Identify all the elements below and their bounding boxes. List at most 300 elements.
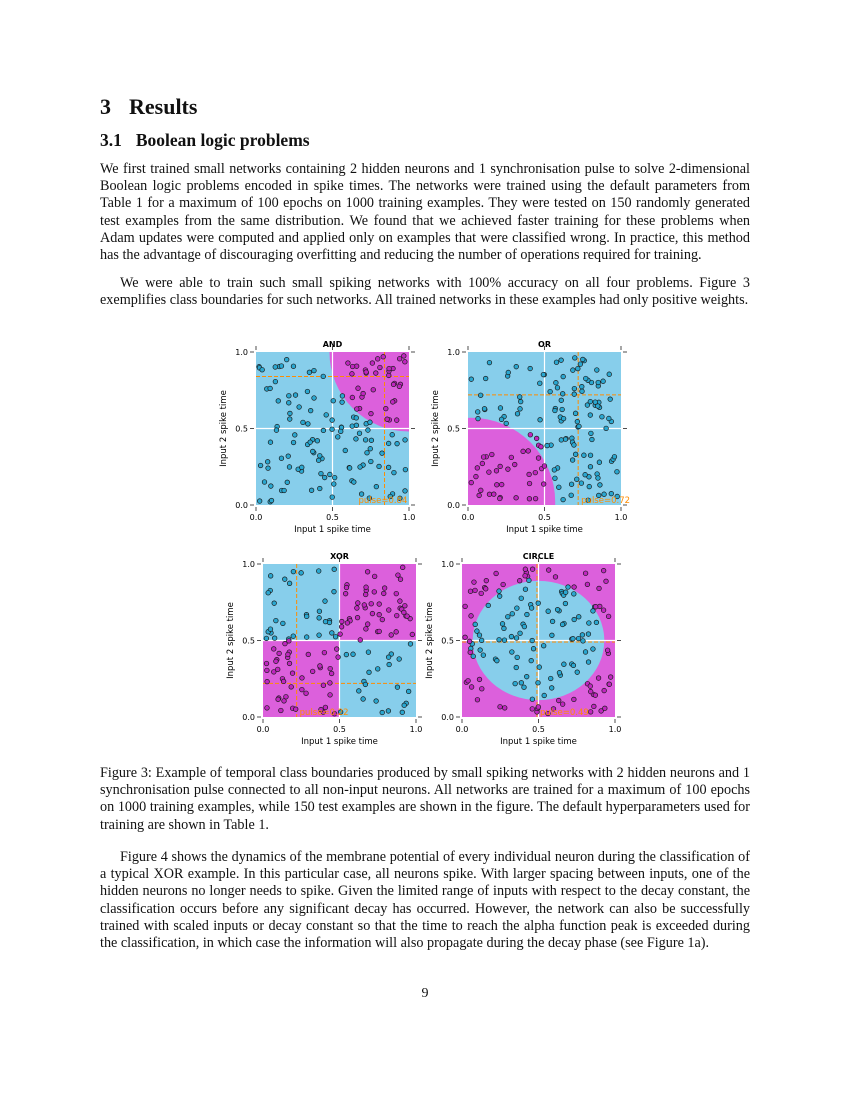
- data-point: [394, 418, 399, 423]
- data-point: [285, 480, 290, 485]
- data-point: [355, 606, 360, 611]
- data-point: [398, 599, 403, 604]
- data-point: [370, 361, 375, 366]
- data-point: [321, 374, 326, 379]
- data-point: [572, 392, 577, 397]
- data-point: [523, 587, 528, 592]
- data-point: [500, 622, 505, 627]
- data-point: [369, 411, 374, 416]
- data-point: [559, 438, 564, 443]
- data-point: [549, 686, 554, 691]
- data-point: [403, 467, 408, 472]
- data-point: [292, 433, 297, 438]
- data-point: [576, 614, 581, 619]
- data-point: [377, 629, 382, 634]
- data-point: [403, 438, 408, 443]
- data-point: [339, 619, 344, 624]
- data-point: [273, 365, 278, 370]
- data-point: [572, 697, 577, 702]
- data-point: [550, 619, 555, 624]
- data-point: [483, 587, 488, 592]
- data-point: [525, 612, 530, 617]
- pulse-label: pulse=0.84: [358, 496, 408, 506]
- data-point: [491, 492, 496, 497]
- data-point: [536, 601, 541, 606]
- data-point: [364, 627, 369, 632]
- data-point: [272, 636, 277, 641]
- data-point: [497, 589, 502, 594]
- data-point: [287, 393, 292, 398]
- x-axis-label: Input 1 spike time: [294, 525, 371, 535]
- data-point: [515, 411, 520, 416]
- data-point: [350, 395, 355, 400]
- data-point: [386, 373, 391, 378]
- data-point: [597, 586, 602, 591]
- data-point: [515, 655, 520, 660]
- data-point: [382, 586, 387, 591]
- data-point: [403, 359, 408, 364]
- data-point: [518, 407, 523, 412]
- data-point: [530, 697, 535, 702]
- data-point: [574, 477, 579, 482]
- data-point: [499, 482, 504, 487]
- data-point: [284, 357, 289, 362]
- data-point: [612, 454, 617, 459]
- data-point: [473, 588, 478, 593]
- data-point: [469, 685, 474, 690]
- data-point: [361, 391, 366, 396]
- data-point: [596, 380, 601, 385]
- data-point: [317, 453, 322, 458]
- data-point: [469, 480, 474, 485]
- data-point: [291, 634, 296, 639]
- data-point: [365, 622, 370, 627]
- data-point: [513, 681, 518, 686]
- data-point: [358, 638, 363, 643]
- data-point: [290, 671, 295, 676]
- paragraph-intro: We first trained small networks containing 2 hidden neurons and 1 synchronisation pulse to solve 2-dimensional Boolean logic problems encoded in spike times. The networks were trained using the default parameters from Table 1 for a maximum of 100 epochs on 1000 training examples. They were tested on 150 randomly generated test examples from the same distribution. We found that we achieved faster training for these problems when Adam updates were computed and applied only on examples that were classified wrong. In practice, this method has the advantage of discouraging overfitting and reducing the number of operations required for training.: [100, 161, 750, 264]
- data-point: [494, 571, 499, 576]
- data-point: [328, 472, 333, 477]
- data-point: [400, 565, 405, 570]
- data-point: [374, 484, 379, 489]
- data-point: [469, 377, 474, 382]
- data-point: [330, 495, 335, 500]
- data-point: [389, 633, 394, 638]
- data-point: [538, 417, 543, 422]
- data-point: [481, 653, 486, 658]
- data-point: [265, 706, 270, 711]
- data-point: [350, 424, 355, 429]
- data-point: [304, 614, 309, 619]
- data-point: [308, 408, 313, 413]
- y-axis-label: Input 2 spike time: [226, 602, 236, 679]
- data-point: [604, 426, 609, 431]
- data-point: [319, 471, 324, 476]
- data-point: [366, 428, 371, 433]
- data-point: [588, 710, 593, 715]
- data-point: [608, 397, 613, 402]
- data-point: [308, 440, 313, 445]
- data-point: [367, 670, 372, 675]
- data-point: [357, 431, 362, 436]
- data-point: [324, 413, 329, 418]
- data-point: [317, 633, 322, 638]
- data-point: [279, 456, 284, 461]
- data-point: [573, 452, 578, 457]
- data-point: [509, 455, 514, 460]
- data-point: [530, 707, 535, 712]
- data-point: [262, 480, 267, 485]
- data-point: [593, 693, 598, 698]
- data-point: [305, 389, 310, 394]
- data-point: [405, 614, 410, 619]
- data-point: [502, 626, 507, 631]
- paragraph-results: We were able to train such small spiking networks with 100% accuracy on all four problems. Figure 3 exemplifies class boundaries for such networks. All trained networks in these examples had only positive weights.: [100, 275, 750, 309]
- data-point: [603, 706, 608, 711]
- data-point: [372, 574, 377, 579]
- data-point: [521, 449, 526, 454]
- data-point: [502, 706, 507, 711]
- subsection-number: 3.1: [100, 130, 122, 150]
- data-point: [571, 636, 576, 641]
- data-point: [490, 452, 495, 457]
- figure-3: [215, 336, 635, 750]
- data-point: [587, 621, 592, 626]
- data-point: [344, 652, 349, 657]
- data-point: [557, 485, 562, 490]
- data-point: [578, 362, 583, 367]
- data-point: [291, 440, 296, 445]
- data-point: [345, 621, 350, 626]
- data-point: [495, 658, 500, 663]
- data-point: [478, 648, 483, 653]
- data-point: [264, 661, 269, 666]
- figure-caption: Figure 3: Example of temporal class boundaries produced by small spiking networks with 2 hidden neurons and 1 synchronisation pulse connected to all non-input neurons. All networks are trained for a maximum of 100 epochs on 1000 training examples, while 150 test examples are shown in the figure. The default hyperparameters used for training are shown in Table 1.: [100, 765, 750, 833]
- y-tick-label: 0.5: [235, 424, 248, 434]
- data-point: [594, 620, 599, 625]
- data-point: [386, 465, 391, 470]
- data-point: [287, 661, 292, 666]
- data-point: [579, 481, 584, 486]
- data-point: [328, 693, 333, 698]
- data-point: [586, 632, 591, 637]
- data-point: [608, 675, 613, 680]
- data-point: [354, 423, 359, 428]
- figure-3-panels: [215, 336, 635, 750]
- data-point: [476, 416, 481, 421]
- data-point: [333, 634, 338, 639]
- data-point: [279, 364, 284, 369]
- data-point: [517, 395, 522, 400]
- data-point: [268, 574, 273, 579]
- chart-title: XOR: [330, 552, 349, 561]
- data-point: [518, 399, 523, 404]
- data-point: [328, 666, 333, 671]
- data-point: [384, 406, 389, 411]
- data-point: [315, 438, 320, 443]
- data-point: [552, 468, 557, 473]
- data-point: [572, 386, 577, 391]
- data-point: [473, 622, 478, 627]
- data-point: [321, 428, 326, 433]
- data-point: [394, 630, 399, 635]
- x-tick-label: 0.0: [455, 725, 469, 734]
- data-point: [312, 396, 317, 401]
- data-point: [533, 496, 538, 501]
- data-point: [365, 450, 370, 455]
- data-point: [601, 608, 606, 613]
- data-point: [475, 466, 480, 471]
- data-point: [368, 446, 373, 451]
- data-point: [297, 405, 302, 410]
- data-point: [563, 601, 568, 606]
- x-tick-label: 1.0: [608, 725, 622, 734]
- data-point: [304, 635, 309, 640]
- data-point: [394, 613, 399, 618]
- data-point: [563, 437, 568, 442]
- y-axis-label: Input 2 spike time: [431, 390, 441, 467]
- data-point: [573, 411, 578, 416]
- data-point: [588, 684, 593, 689]
- plot-area: [263, 564, 416, 717]
- data-point: [509, 634, 514, 639]
- data-point: [274, 618, 279, 623]
- plot-area: [462, 564, 615, 717]
- data-point: [467, 639, 472, 644]
- data-point: [576, 636, 581, 641]
- data-point: [317, 616, 322, 621]
- data-point: [350, 372, 355, 377]
- data-point: [530, 638, 535, 643]
- data-point: [596, 676, 601, 681]
- data-point: [266, 466, 271, 471]
- data-point: [374, 699, 379, 704]
- data-point: [498, 464, 503, 469]
- data-point: [569, 493, 574, 498]
- data-point: [477, 493, 482, 498]
- data-point: [588, 689, 593, 694]
- data-point: [519, 680, 524, 685]
- data-point: [321, 683, 326, 688]
- paragraph-dynamics: Figure 4 shows the dynamics of the membrane potential of every individual neuron during the classification of a typical XOR example. In this particular case, all neurons spike. With larger spacing between inputs, one of the hidden neurons no longer needs to spike. Given the limited range of inputs with respect to the decay constant, the classification occurs before any significant decay has occurred. However, the network can also be successfully trained with scaled inputs or decay constant so that the time to reach the alpha function peak is exceeded during the classification, in which case the information will also propagate during the decay phase (see Figure 1a).: [100, 849, 750, 952]
- data-point: [391, 382, 396, 387]
- data-point: [318, 664, 323, 669]
- data-point: [555, 385, 560, 390]
- data-point: [286, 652, 291, 657]
- data-point: [577, 424, 582, 429]
- data-point: [576, 366, 581, 371]
- data-point: [369, 438, 374, 443]
- data-point: [288, 411, 293, 416]
- data-point: [364, 370, 369, 375]
- data-point: [338, 429, 343, 434]
- data-point: [477, 677, 482, 682]
- data-point: [510, 650, 515, 655]
- data-point: [600, 414, 605, 419]
- data-point: [479, 591, 484, 596]
- data-point: [282, 577, 287, 582]
- data-point: [471, 654, 476, 659]
- data-point: [274, 659, 279, 664]
- data-point: [602, 688, 607, 693]
- chart-title: OR: [538, 340, 551, 349]
- data-point: [406, 689, 411, 694]
- data-point: [586, 660, 591, 665]
- subsection-heading: [100, 130, 310, 151]
- data-point: [380, 451, 385, 456]
- data-point: [352, 480, 357, 485]
- data-point: [289, 685, 294, 690]
- data-point: [580, 357, 585, 362]
- data-point: [299, 571, 304, 576]
- data-point: [410, 632, 415, 637]
- data-point: [330, 427, 335, 432]
- data-point: [402, 354, 407, 359]
- data-point: [395, 685, 400, 690]
- data-point: [316, 569, 321, 574]
- data-point: [343, 591, 348, 596]
- data-point: [559, 398, 564, 403]
- data-point: [524, 674, 529, 679]
- data-point: [354, 416, 359, 421]
- data-point: [340, 394, 345, 399]
- data-point: [286, 454, 291, 459]
- data-point: [514, 364, 519, 369]
- data-point: [563, 590, 568, 595]
- data-point: [279, 708, 284, 713]
- data-point: [592, 704, 597, 709]
- data-point: [268, 386, 273, 391]
- data-point: [268, 627, 273, 632]
- data-point: [566, 585, 571, 590]
- data-point: [572, 592, 577, 597]
- data-point: [284, 694, 289, 699]
- data-point: [528, 432, 533, 437]
- data-point: [276, 697, 281, 702]
- data-point: [387, 366, 392, 371]
- data-point: [583, 376, 588, 381]
- data-point: [373, 371, 378, 376]
- data-point: [512, 462, 517, 467]
- data-point: [339, 625, 344, 630]
- data-point: [479, 638, 484, 643]
- data-point: [269, 498, 274, 503]
- data-point: [281, 621, 286, 626]
- data-point: [380, 710, 385, 715]
- data-point: [605, 648, 610, 653]
- data-point: [317, 486, 322, 491]
- subsection-title: Boolean logic problems: [135, 130, 310, 150]
- data-point: [546, 568, 551, 573]
- data-point: [309, 488, 314, 493]
- data-point: [580, 389, 585, 394]
- data-point: [369, 459, 374, 464]
- data-point: [526, 449, 531, 454]
- data-point: [487, 492, 492, 497]
- data-point: [534, 436, 539, 441]
- data-point: [358, 465, 363, 470]
- data-point: [402, 703, 407, 708]
- data-point: [580, 384, 585, 389]
- data-point: [377, 602, 382, 607]
- data-point: [264, 636, 269, 641]
- data-point: [561, 497, 566, 502]
- data-point: [351, 652, 356, 657]
- data-point: [593, 604, 598, 609]
- chart-panel-xor: [226, 552, 422, 747]
- data-point: [527, 481, 532, 486]
- data-point: [381, 354, 386, 359]
- data-point: [588, 464, 593, 469]
- plot-area: [256, 336, 489, 505]
- chart-panel-or: [387, 340, 630, 586]
- data-point: [529, 606, 534, 611]
- data-point: [588, 399, 593, 404]
- data-point: [265, 679, 270, 684]
- x-axis-label: Input 1 spike time: [500, 737, 577, 747]
- y-tick-label: 1.0: [242, 560, 255, 569]
- data-point: [472, 580, 477, 585]
- data-point: [550, 633, 555, 638]
- data-point: [560, 407, 565, 412]
- data-point: [273, 379, 278, 384]
- data-point: [322, 650, 327, 655]
- data-point: [354, 437, 359, 442]
- data-point: [291, 569, 296, 574]
- x-tick-label: 0.5: [532, 725, 545, 734]
- data-point: [274, 428, 279, 433]
- data-point: [386, 655, 391, 660]
- data-point: [362, 603, 367, 608]
- data-point: [363, 438, 368, 443]
- data-point: [517, 578, 522, 583]
- data-point: [330, 418, 335, 423]
- data-point: [397, 657, 402, 662]
- data-point: [585, 582, 590, 587]
- data-point: [531, 646, 536, 651]
- data-point: [481, 455, 486, 460]
- data-point: [340, 400, 345, 405]
- y-axis-label: Input 2 spike time: [219, 390, 229, 467]
- data-point: [363, 592, 368, 597]
- data-point: [394, 591, 399, 596]
- data-point: [539, 444, 544, 449]
- data-point: [542, 693, 547, 698]
- data-point: [276, 399, 281, 404]
- data-point: [463, 635, 468, 640]
- data-point: [545, 443, 550, 448]
- x-tick-label: 1.0: [614, 513, 628, 522]
- data-point: [477, 633, 482, 638]
- data-point: [400, 710, 405, 715]
- data-point: [570, 458, 575, 463]
- data-point: [257, 499, 262, 504]
- data-point: [572, 356, 577, 361]
- data-point: [466, 678, 471, 683]
- data-point: [548, 389, 553, 394]
- data-point: [369, 601, 374, 606]
- data-point: [519, 596, 524, 601]
- data-point: [604, 579, 609, 584]
- data-point: [555, 607, 560, 612]
- data-point: [497, 637, 502, 642]
- data-point: [475, 410, 480, 415]
- data-point: [498, 406, 503, 411]
- data-point: [390, 432, 395, 437]
- data-point: [268, 440, 273, 445]
- data-point: [378, 365, 383, 370]
